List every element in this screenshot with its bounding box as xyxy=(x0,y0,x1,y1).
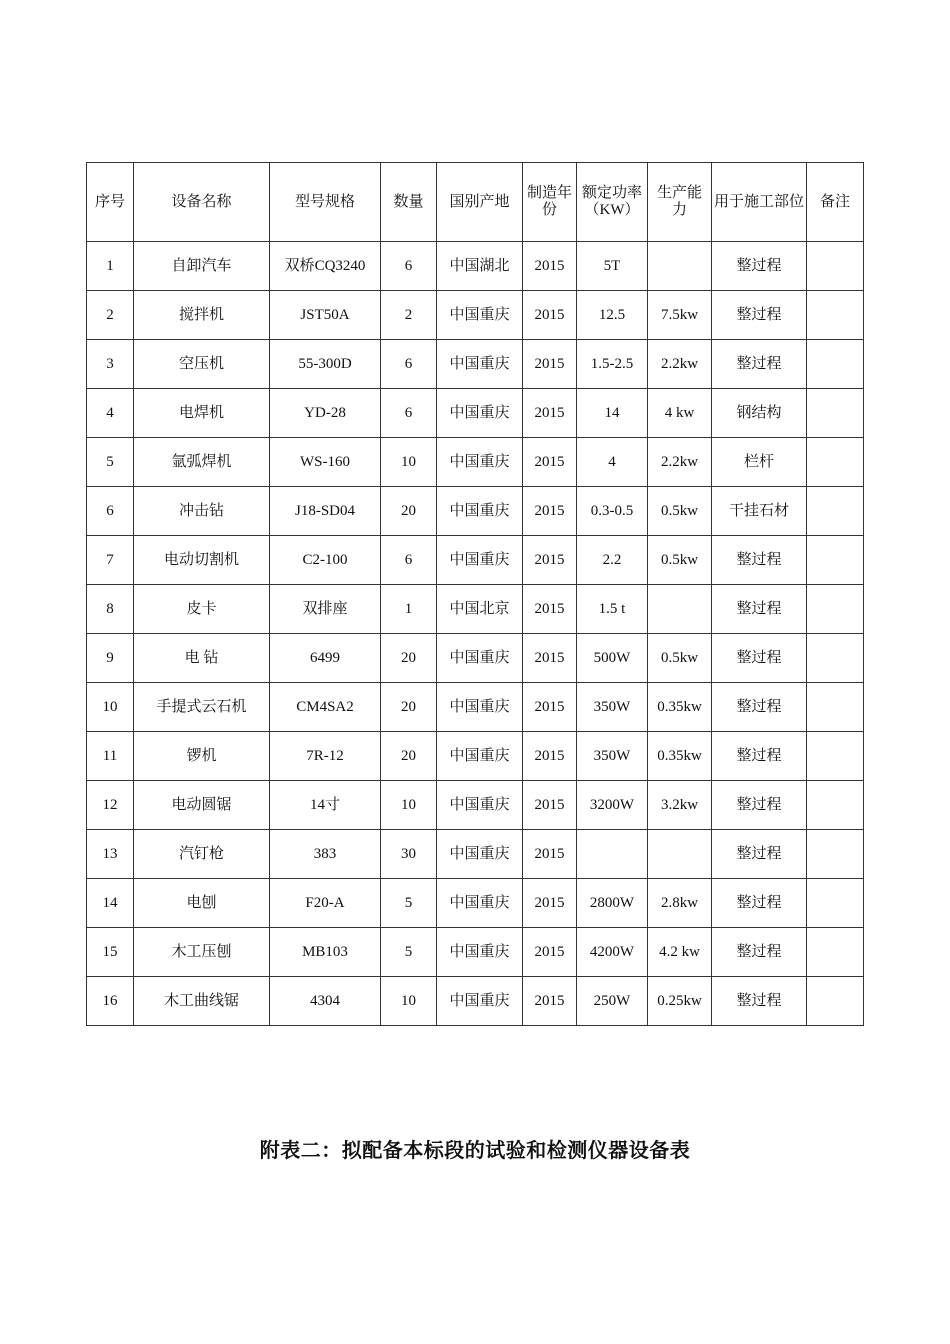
header-year: 制造年份 xyxy=(523,163,577,242)
cell-origin: 中国湖北 xyxy=(437,242,523,291)
page-heading: 附表二：拟配备本标段的试验和检测仪器设备表 xyxy=(259,1138,691,1162)
cell-rated-power: 14 xyxy=(577,389,648,438)
table-row xyxy=(87,928,864,977)
cell-remarks xyxy=(807,977,864,1026)
cell-remarks xyxy=(807,830,864,879)
cell-rated-power: 350W xyxy=(577,683,648,732)
cell-year: 2015 xyxy=(523,585,577,634)
table-row xyxy=(87,585,864,634)
cell-rated-power: 350W xyxy=(577,732,648,781)
cell-model: 383 xyxy=(270,830,381,879)
cell-remarks xyxy=(807,781,864,830)
cell-equipment-name: 冲击钻 xyxy=(134,487,270,536)
cell-quantity: 30 xyxy=(381,830,437,879)
cell-capacity xyxy=(648,585,712,634)
cell-year: 2015 xyxy=(523,879,577,928)
header-rated-power: 额定功率（KW） xyxy=(577,163,648,242)
cell-index: 15 xyxy=(87,928,134,977)
header-remarks: 备注 xyxy=(807,163,864,242)
table-row xyxy=(87,830,864,879)
header-index: 序号 xyxy=(87,163,134,242)
cell-model: J18-SD04 xyxy=(270,487,381,536)
cell-quantity: 20 xyxy=(381,634,437,683)
cell-year: 2015 xyxy=(523,487,577,536)
cell-origin: 中国重庆 xyxy=(437,438,523,487)
cell-rated-power: 2800W xyxy=(577,879,648,928)
cell-equipment-name: 汽钉枪 xyxy=(134,830,270,879)
cell-origin: 中国重庆 xyxy=(437,487,523,536)
cell-index: 6 xyxy=(87,487,134,536)
header-usage: 用于施工部位 xyxy=(712,163,807,242)
cell-model: YD-28 xyxy=(270,389,381,438)
cell-capacity: 3.2kw xyxy=(648,781,712,830)
cell-index: 7 xyxy=(87,536,134,585)
table-row xyxy=(87,634,864,683)
cell-origin: 中国重庆 xyxy=(437,683,523,732)
cell-origin: 中国重庆 xyxy=(437,634,523,683)
cell-rated-power xyxy=(577,830,648,879)
cell-equipment-name: 锣机 xyxy=(134,732,270,781)
cell-rated-power: 12.5 xyxy=(577,291,648,340)
cell-quantity: 6 xyxy=(381,242,437,291)
cell-model: 7R-12 xyxy=(270,732,381,781)
cell-quantity: 20 xyxy=(381,683,437,732)
cell-usage: 整过程 xyxy=(712,536,807,585)
cell-year: 2015 xyxy=(523,732,577,781)
cell-model: WS-160 xyxy=(270,438,381,487)
cell-equipment-name: 电动圆锯 xyxy=(134,781,270,830)
cell-rated-power: 5T xyxy=(577,242,648,291)
cell-equipment-name: 电动切割机 xyxy=(134,536,270,585)
cell-usage: 整过程 xyxy=(712,928,807,977)
table-body xyxy=(87,242,864,1026)
cell-origin: 中国重庆 xyxy=(437,977,523,1026)
cell-quantity: 6 xyxy=(381,389,437,438)
cell-index: 14 xyxy=(87,879,134,928)
cell-usage: 干挂石材 xyxy=(712,487,807,536)
cell-origin: 中国重庆 xyxy=(437,781,523,830)
cell-equipment-name: 搅拌机 xyxy=(134,291,270,340)
cell-index: 4 xyxy=(87,389,134,438)
cell-origin: 中国北京 xyxy=(437,585,523,634)
cell-rated-power: 4200W xyxy=(577,928,648,977)
table-row xyxy=(87,879,864,928)
cell-capacity: 2.2kw xyxy=(648,438,712,487)
table-row xyxy=(87,242,864,291)
cell-index: 13 xyxy=(87,830,134,879)
cell-year: 2015 xyxy=(523,340,577,389)
cell-index: 12 xyxy=(87,781,134,830)
cell-usage: 栏杆 xyxy=(712,438,807,487)
cell-remarks xyxy=(807,291,864,340)
cell-origin: 中国重庆 xyxy=(437,536,523,585)
table-row xyxy=(87,487,864,536)
cell-quantity: 10 xyxy=(381,438,437,487)
header-equipment-name: 设备名称 xyxy=(134,163,270,242)
cell-model: 4304 xyxy=(270,977,381,1026)
cell-usage: 整过程 xyxy=(712,683,807,732)
cell-remarks xyxy=(807,242,864,291)
header-model: 型号规格 xyxy=(270,163,381,242)
cell-model: F20-A xyxy=(270,879,381,928)
cell-quantity: 10 xyxy=(381,781,437,830)
cell-model: 双桥CQ3240 xyxy=(270,242,381,291)
cell-capacity: 0.5kw xyxy=(648,536,712,585)
cell-index: 5 xyxy=(87,438,134,487)
cell-usage: 整过程 xyxy=(712,732,807,781)
cell-rated-power: 3200W xyxy=(577,781,648,830)
cell-rated-power: 1.5-2.5 xyxy=(577,340,648,389)
cell-origin: 中国重庆 xyxy=(437,732,523,781)
cell-rated-power: 250W xyxy=(577,977,648,1026)
cell-capacity: 0.5kw xyxy=(648,634,712,683)
cell-year: 2015 xyxy=(523,438,577,487)
table-row xyxy=(87,340,864,389)
cell-capacity: 0.5kw xyxy=(648,487,712,536)
table-row xyxy=(87,389,864,438)
cell-year: 2015 xyxy=(523,781,577,830)
cell-equipment-name: 自卸汽车 xyxy=(134,242,270,291)
cell-capacity: 4.2 kw xyxy=(648,928,712,977)
cell-index: 8 xyxy=(87,585,134,634)
cell-remarks xyxy=(807,389,864,438)
cell-year: 2015 xyxy=(523,291,577,340)
cell-remarks xyxy=(807,634,864,683)
table-row xyxy=(87,438,864,487)
cell-year: 2015 xyxy=(523,389,577,438)
table-row xyxy=(87,781,864,830)
cell-equipment-name: 电 钻 xyxy=(134,634,270,683)
cell-year: 2015 xyxy=(523,242,577,291)
cell-index: 3 xyxy=(87,340,134,389)
cell-index: 1 xyxy=(87,242,134,291)
cell-year: 2015 xyxy=(523,536,577,585)
cell-remarks xyxy=(807,928,864,977)
cell-model: MB103 xyxy=(270,928,381,977)
cell-quantity: 10 xyxy=(381,977,437,1026)
cell-year: 2015 xyxy=(523,830,577,879)
cell-model: C2-100 xyxy=(270,536,381,585)
cell-quantity: 20 xyxy=(381,487,437,536)
cell-equipment-name: 木工曲线锯 xyxy=(134,977,270,1026)
cell-usage: 整过程 xyxy=(712,242,807,291)
cell-quantity: 6 xyxy=(381,536,437,585)
cell-origin: 中国重庆 xyxy=(437,389,523,438)
cell-capacity: 2.8kw xyxy=(648,879,712,928)
header-quantity: 数量 xyxy=(381,163,437,242)
cell-equipment-name: 空压机 xyxy=(134,340,270,389)
cell-index: 11 xyxy=(87,732,134,781)
cell-usage: 整过程 xyxy=(712,585,807,634)
cell-capacity: 0.25kw xyxy=(648,977,712,1026)
cell-model: 55-300D xyxy=(270,340,381,389)
table-row xyxy=(87,732,864,781)
cell-equipment-name: 皮卡 xyxy=(134,585,270,634)
cell-index: 2 xyxy=(87,291,134,340)
cell-remarks xyxy=(807,536,864,585)
cell-quantity: 20 xyxy=(381,732,437,781)
cell-year: 2015 xyxy=(523,634,577,683)
equipment-table xyxy=(86,162,864,1026)
table-row xyxy=(87,977,864,1026)
cell-year: 2015 xyxy=(523,683,577,732)
cell-usage: 整过程 xyxy=(712,977,807,1026)
cell-model: JST50A xyxy=(270,291,381,340)
cell-origin: 中国重庆 xyxy=(437,340,523,389)
cell-capacity: 0.35kw xyxy=(648,683,712,732)
cell-model: 6499 xyxy=(270,634,381,683)
cell-capacity: 2.2kw xyxy=(648,340,712,389)
cell-origin: 中国重庆 xyxy=(437,928,523,977)
cell-quantity: 1 xyxy=(381,585,437,634)
cell-origin: 中国重庆 xyxy=(437,830,523,879)
cell-capacity xyxy=(648,830,712,879)
cell-usage: 整过程 xyxy=(712,830,807,879)
cell-equipment-name: 电刨 xyxy=(134,879,270,928)
cell-origin: 中国重庆 xyxy=(437,879,523,928)
cell-index: 9 xyxy=(87,634,134,683)
cell-usage: 整过程 xyxy=(712,340,807,389)
cell-remarks xyxy=(807,732,864,781)
cell-index: 16 xyxy=(87,977,134,1026)
cell-rated-power: 500W xyxy=(577,634,648,683)
cell-usage: 整过程 xyxy=(712,634,807,683)
cell-model: CM4SA2 xyxy=(270,683,381,732)
cell-origin: 中国重庆 xyxy=(437,291,523,340)
cell-usage: 整过程 xyxy=(712,781,807,830)
cell-remarks xyxy=(807,487,864,536)
table-row xyxy=(87,291,864,340)
header-origin: 国别产地 xyxy=(437,163,523,242)
cell-remarks xyxy=(807,879,864,928)
table-row xyxy=(87,683,864,732)
cell-capacity: 7.5kw xyxy=(648,291,712,340)
cell-quantity: 2 xyxy=(381,291,437,340)
cell-usage: 整过程 xyxy=(712,291,807,340)
cell-remarks xyxy=(807,683,864,732)
cell-equipment-name: 手提式云石机 xyxy=(134,683,270,732)
table-row xyxy=(87,536,864,585)
cell-equipment-name: 木工压刨 xyxy=(134,928,270,977)
cell-quantity: 6 xyxy=(381,340,437,389)
cell-equipment-name: 氩弧焊机 xyxy=(134,438,270,487)
cell-model: 14寸 xyxy=(270,781,381,830)
cell-capacity xyxy=(648,242,712,291)
cell-rated-power: 2.2 xyxy=(577,536,648,585)
cell-equipment-name: 电焊机 xyxy=(134,389,270,438)
cell-rated-power: 4 xyxy=(577,438,648,487)
table-header-row xyxy=(87,163,864,242)
cell-remarks xyxy=(807,340,864,389)
cell-usage: 钢结构 xyxy=(712,389,807,438)
cell-model: 双排座 xyxy=(270,585,381,634)
cell-year: 2015 xyxy=(523,928,577,977)
cell-quantity: 5 xyxy=(381,879,437,928)
cell-quantity: 5 xyxy=(381,928,437,977)
cell-remarks xyxy=(807,438,864,487)
cell-capacity: 4 kw xyxy=(648,389,712,438)
cell-usage: 整过程 xyxy=(712,879,807,928)
cell-rated-power: 1.5 t xyxy=(577,585,648,634)
cell-index: 10 xyxy=(87,683,134,732)
header-capacity: 生产能力 xyxy=(648,163,712,242)
cell-year: 2015 xyxy=(523,977,577,1026)
cell-remarks xyxy=(807,585,864,634)
cell-rated-power: 0.3-0.5 xyxy=(577,487,648,536)
cell-capacity: 0.35kw xyxy=(648,732,712,781)
